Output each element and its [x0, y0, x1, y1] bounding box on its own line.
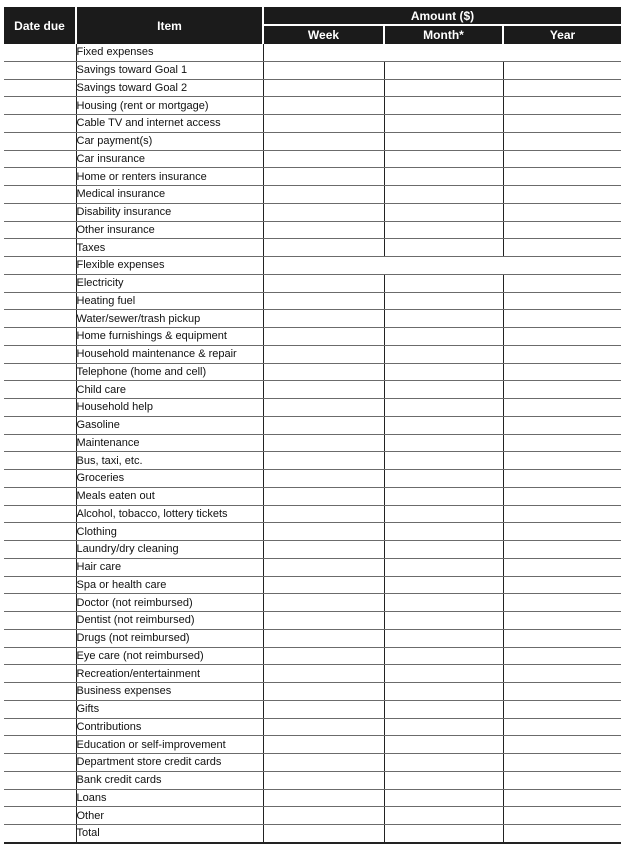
date-due-cell[interactable] — [4, 594, 76, 612]
week-cell[interactable] — [263, 399, 384, 417]
week-cell[interactable] — [263, 523, 384, 541]
item-label: Bank credit cards — [76, 771, 263, 789]
item-label: Groceries — [76, 470, 263, 488]
expense-row — [4, 789, 621, 807]
expense-row — [4, 452, 621, 470]
month-cell[interactable] — [384, 789, 503, 807]
date-due-cell[interactable] — [4, 807, 76, 825]
item-label: Alcohol, tobacco, lottery tickets — [76, 505, 263, 523]
date-due-cell[interactable] — [4, 399, 76, 417]
year-cell[interactable] — [503, 168, 621, 186]
year-cell[interactable] — [503, 434, 621, 452]
year-cell[interactable] — [503, 292, 621, 310]
year-cell[interactable] — [503, 97, 621, 115]
year-cell[interactable] — [503, 754, 621, 772]
item-label: Maintenance — [76, 434, 263, 452]
date-due-cell[interactable] — [4, 274, 76, 292]
expense-row — [4, 629, 621, 647]
year-cell[interactable] — [503, 399, 621, 417]
month-cell[interactable] — [384, 736, 503, 754]
week-cell[interactable] — [263, 452, 384, 470]
month-cell[interactable] — [384, 186, 503, 204]
date-due-cell — [4, 44, 76, 61]
year-cell[interactable] — [503, 452, 621, 470]
expense-row — [4, 345, 621, 363]
week-cell[interactable] — [263, 239, 384, 257]
item-label: Household maintenance & repair — [76, 345, 263, 363]
date-due-cell[interactable] — [4, 487, 76, 505]
month-cell[interactable] — [384, 310, 503, 328]
year-cell[interactable] — [503, 239, 621, 257]
month-cell[interactable] — [384, 594, 503, 612]
week-cell[interactable] — [263, 558, 384, 576]
date-due-cell[interactable] — [4, 470, 76, 488]
month-cell[interactable] — [384, 612, 503, 630]
date-due-cell[interactable] — [4, 771, 76, 789]
year-cell[interactable] — [503, 416, 621, 434]
month-cell[interactable] — [384, 683, 503, 701]
expense-row — [4, 381, 621, 399]
item-label: Cable TV and internet access — [76, 115, 263, 133]
week-cell[interactable] — [263, 310, 384, 328]
expense-row — [4, 612, 621, 630]
week-cell[interactable] — [263, 487, 384, 505]
week-cell[interactable] — [263, 576, 384, 594]
item-label: Household help — [76, 399, 263, 417]
year-cell[interactable] — [503, 647, 621, 665]
date-due-cell[interactable] — [4, 79, 76, 97]
expense-row — [4, 700, 621, 718]
expense-row — [4, 97, 621, 115]
date-due-cell[interactable] — [4, 363, 76, 381]
year-cell[interactable] — [503, 274, 621, 292]
date-due-cell — [4, 257, 76, 275]
date-due-cell[interactable] — [4, 186, 76, 204]
week-cell[interactable] — [263, 97, 384, 115]
header-month: Month* — [384, 25, 503, 44]
month-cell[interactable] — [384, 292, 503, 310]
week-cell[interactable] — [263, 789, 384, 807]
month-cell[interactable] — [384, 363, 503, 381]
expense-row — [4, 132, 621, 150]
date-due-cell[interactable] — [4, 452, 76, 470]
item-label: Car payment(s) — [76, 132, 263, 150]
year-cell[interactable] — [503, 789, 621, 807]
month-cell[interactable] — [384, 754, 503, 772]
week-cell[interactable] — [263, 168, 384, 186]
year-cell[interactable] — [503, 132, 621, 150]
year-cell[interactable] — [503, 825, 621, 843]
year-cell[interactable] — [503, 665, 621, 683]
week-cell[interactable] — [263, 292, 384, 310]
date-due-cell[interactable] — [4, 292, 76, 310]
section-header-row — [4, 257, 621, 275]
year-cell[interactable] — [503, 61, 621, 79]
expense-row — [4, 683, 621, 701]
month-cell[interactable] — [384, 221, 503, 239]
week-cell[interactable] — [263, 807, 384, 825]
month-cell[interactable] — [384, 718, 503, 736]
item-label: Heating fuel — [76, 292, 263, 310]
date-due-cell[interactable] — [4, 381, 76, 399]
expense-row — [4, 186, 621, 204]
year-cell[interactable] — [503, 310, 621, 328]
month-cell[interactable] — [384, 505, 503, 523]
month-cell[interactable] — [384, 399, 503, 417]
section-header-row — [4, 44, 621, 61]
item-label: Electricity — [76, 274, 263, 292]
week-cell[interactable] — [263, 345, 384, 363]
expense-row — [4, 718, 621, 736]
header-item: Item — [76, 7, 263, 44]
month-cell — [384, 257, 503, 275]
expense-row — [4, 558, 621, 576]
week-cell[interactable] — [263, 328, 384, 346]
year-cell[interactable] — [503, 736, 621, 754]
year-cell[interactable] — [503, 470, 621, 488]
date-due-cell[interactable] — [4, 789, 76, 807]
item-label: Telephone (home and cell) — [76, 363, 263, 381]
month-cell[interactable] — [384, 807, 503, 825]
year-cell[interactable] — [503, 612, 621, 630]
week-cell[interactable] — [263, 150, 384, 168]
week-cell[interactable] — [263, 363, 384, 381]
year-cell[interactable] — [503, 328, 621, 346]
year-cell[interactable] — [503, 576, 621, 594]
date-due-cell[interactable] — [4, 825, 76, 843]
expense-row — [4, 399, 621, 417]
week-cell[interactable] — [263, 505, 384, 523]
year-cell[interactable] — [503, 629, 621, 647]
date-due-cell[interactable] — [4, 736, 76, 754]
item-label: Recreation/entertainment — [76, 665, 263, 683]
date-due-cell[interactable] — [4, 221, 76, 239]
month-cell[interactable] — [384, 328, 503, 346]
item-label: Clothing — [76, 523, 263, 541]
month-cell[interactable] — [384, 647, 503, 665]
expense-row — [4, 523, 621, 541]
item-label: Gasoline — [76, 416, 263, 434]
month-cell — [384, 44, 503, 61]
item-label: Other — [76, 807, 263, 825]
expense-row — [4, 310, 621, 328]
month-cell[interactable] — [384, 523, 503, 541]
year-cell[interactable] — [503, 203, 621, 221]
expense-row — [4, 576, 621, 594]
date-due-cell[interactable] — [4, 416, 76, 434]
week-cell[interactable] — [263, 203, 384, 221]
item-label: Spa or health care — [76, 576, 263, 594]
month-cell[interactable] — [384, 203, 503, 221]
expense-row — [4, 541, 621, 559]
expense-row — [4, 754, 621, 772]
month-cell[interactable] — [384, 700, 503, 718]
month-cell[interactable] — [384, 576, 503, 594]
week-cell[interactable] — [263, 274, 384, 292]
year-cell[interactable] — [503, 381, 621, 399]
expense-row — [4, 505, 621, 523]
month-cell[interactable] — [384, 79, 503, 97]
expense-row — [4, 292, 621, 310]
budget-table — [4, 7, 621, 844]
budget-worksheet — [4, 7, 621, 844]
expense-row — [4, 487, 621, 505]
date-due-cell[interactable] — [4, 168, 76, 186]
expense-row — [4, 807, 621, 825]
item-label: Hair care — [76, 558, 263, 576]
date-due-cell[interactable] — [4, 505, 76, 523]
week-cell[interactable] — [263, 754, 384, 772]
month-cell[interactable] — [384, 61, 503, 79]
date-due-cell[interactable] — [4, 700, 76, 718]
month-cell[interactable] — [384, 168, 503, 186]
year-cell[interactable] — [503, 363, 621, 381]
item-label: Meals eaten out — [76, 487, 263, 505]
year-cell[interactable] — [503, 718, 621, 736]
date-due-cell[interactable] — [4, 647, 76, 665]
week-cell[interactable] — [263, 79, 384, 97]
expense-row — [4, 203, 621, 221]
month-cell[interactable] — [384, 239, 503, 257]
year-cell[interactable] — [503, 345, 621, 363]
expense-row — [4, 239, 621, 257]
week-cell[interactable] — [263, 683, 384, 701]
item-label: Business expenses — [76, 683, 263, 701]
date-due-cell[interactable] — [4, 150, 76, 168]
header-year: Year — [503, 25, 621, 44]
year-cell[interactable] — [503, 771, 621, 789]
month-cell[interactable] — [384, 470, 503, 488]
year-cell[interactable] — [503, 558, 621, 576]
header-amount: Amount ($) — [263, 7, 621, 25]
month-cell[interactable] — [384, 97, 503, 115]
month-cell[interactable] — [384, 381, 503, 399]
month-cell[interactable] — [384, 771, 503, 789]
week-cell[interactable] — [263, 470, 384, 488]
item-label: Child care — [76, 381, 263, 399]
week-cell[interactable] — [263, 629, 384, 647]
week-cell[interactable] — [263, 115, 384, 133]
date-due-cell[interactable] — [4, 132, 76, 150]
month-cell[interactable] — [384, 150, 503, 168]
month-cell[interactable] — [384, 541, 503, 559]
item-label: Contributions — [76, 718, 263, 736]
week-cell[interactable] — [263, 541, 384, 559]
year-cell[interactable] — [503, 807, 621, 825]
date-due-cell[interactable] — [4, 310, 76, 328]
expense-row — [4, 771, 621, 789]
date-due-cell[interactable] — [4, 523, 76, 541]
year-cell[interactable] — [503, 523, 621, 541]
date-due-cell[interactable] — [4, 541, 76, 559]
item-label: Drugs (not reimbursed) — [76, 629, 263, 647]
item-label: Savings toward Goal 2 — [76, 79, 263, 97]
week-cell[interactable] — [263, 718, 384, 736]
week-cell[interactable] — [263, 647, 384, 665]
date-due-cell[interactable] — [4, 115, 76, 133]
item-label: Doctor (not reimbursed) — [76, 594, 263, 612]
date-due-cell[interactable] — [4, 576, 76, 594]
expense-row — [4, 470, 621, 488]
year-cell[interactable] — [503, 186, 621, 204]
total-row — [4, 825, 621, 843]
week-cell[interactable] — [263, 221, 384, 239]
item-label: Laundry/dry cleaning — [76, 541, 263, 559]
month-cell[interactable] — [384, 487, 503, 505]
item-label: Water/sewer/trash pickup — [76, 310, 263, 328]
month-cell[interactable] — [384, 629, 503, 647]
month-cell[interactable] — [384, 132, 503, 150]
date-due-cell[interactable] — [4, 203, 76, 221]
year-cell[interactable] — [503, 79, 621, 97]
week-cell[interactable] — [263, 186, 384, 204]
date-due-cell[interactable] — [4, 754, 76, 772]
item-label: Medical insurance — [76, 186, 263, 204]
week-cell[interactable] — [263, 61, 384, 79]
year-cell[interactable] — [503, 683, 621, 701]
year-cell — [503, 44, 621, 61]
week-cell[interactable] — [263, 736, 384, 754]
date-due-cell[interactable] — [4, 612, 76, 630]
year-cell — [503, 257, 621, 275]
month-cell[interactable] — [384, 416, 503, 434]
date-due-cell[interactable] — [4, 665, 76, 683]
item-label: Housing (rent or mortgage) — [76, 97, 263, 115]
header-week: Week — [263, 25, 384, 44]
expense-row — [4, 115, 621, 133]
item-label: Flexible expenses — [76, 257, 263, 275]
week-cell — [263, 257, 384, 275]
expense-row — [4, 274, 621, 292]
expense-row — [4, 328, 621, 346]
expense-row — [4, 61, 621, 79]
year-cell[interactable] — [503, 487, 621, 505]
item-label: Total — [76, 825, 263, 843]
date-due-cell[interactable] — [4, 345, 76, 363]
expense-row — [4, 150, 621, 168]
month-cell[interactable] — [384, 558, 503, 576]
item-label: Bus, taxi, etc. — [76, 452, 263, 470]
week-cell[interactable] — [263, 416, 384, 434]
year-cell[interactable] — [503, 594, 621, 612]
month-cell[interactable] — [384, 115, 503, 133]
month-cell[interactable] — [384, 274, 503, 292]
item-label: Other insurance — [76, 221, 263, 239]
week-cell[interactable] — [263, 825, 384, 843]
week-cell[interactable] — [263, 612, 384, 630]
date-due-cell[interactable] — [4, 328, 76, 346]
week-cell[interactable] — [263, 381, 384, 399]
expense-row — [4, 665, 621, 683]
week-cell[interactable] — [263, 594, 384, 612]
item-label: Fixed expenses — [76, 44, 263, 61]
year-cell[interactable] — [503, 115, 621, 133]
budget-rows — [4, 44, 621, 843]
date-due-cell[interactable] — [4, 239, 76, 257]
expense-row — [4, 736, 621, 754]
month-cell[interactable] — [384, 434, 503, 452]
item-label: Gifts — [76, 700, 263, 718]
date-due-cell[interactable] — [4, 629, 76, 647]
item-label: Home or renters insurance — [76, 168, 263, 186]
week-cell[interactable] — [263, 132, 384, 150]
week-cell[interactable] — [263, 434, 384, 452]
month-cell[interactable] — [384, 345, 503, 363]
expense-row — [4, 221, 621, 239]
date-due-cell[interactable] — [4, 718, 76, 736]
date-due-cell[interactable] — [4, 434, 76, 452]
item-label: Taxes — [76, 239, 263, 257]
year-cell[interactable] — [503, 541, 621, 559]
item-label: Home furnishings & equipment — [76, 328, 263, 346]
header-date-due: Date due — [4, 7, 76, 44]
expense-row — [4, 647, 621, 665]
item-label: Disability insurance — [76, 203, 263, 221]
week-cell[interactable] — [263, 665, 384, 683]
expense-row — [4, 363, 621, 381]
date-due-cell[interactable] — [4, 683, 76, 701]
week-cell[interactable] — [263, 771, 384, 789]
year-cell[interactable] — [503, 221, 621, 239]
date-due-cell[interactable] — [4, 97, 76, 115]
expense-row — [4, 416, 621, 434]
item-label: Dentist (not reimbursed) — [76, 612, 263, 630]
item-label: Savings toward Goal 1 — [76, 61, 263, 79]
expense-row — [4, 594, 621, 612]
expense-row — [4, 434, 621, 452]
month-cell[interactable] — [384, 452, 503, 470]
month-cell[interactable] — [384, 825, 503, 843]
item-label: Education or self-improvement — [76, 736, 263, 754]
item-label: Department store credit cards — [76, 754, 263, 772]
year-cell[interactable] — [503, 700, 621, 718]
expense-row — [4, 168, 621, 186]
item-label: Loans — [76, 789, 263, 807]
week-cell[interactable] — [263, 700, 384, 718]
week-cell — [263, 44, 384, 61]
date-due-cell[interactable] — [4, 558, 76, 576]
item-label: Eye care (not reimbursed) — [76, 647, 263, 665]
date-due-cell[interactable] — [4, 61, 76, 79]
year-cell[interactable] — [503, 150, 621, 168]
item-label: Car insurance — [76, 150, 263, 168]
expense-row — [4, 79, 621, 97]
year-cell[interactable] — [503, 505, 621, 523]
month-cell[interactable] — [384, 665, 503, 683]
